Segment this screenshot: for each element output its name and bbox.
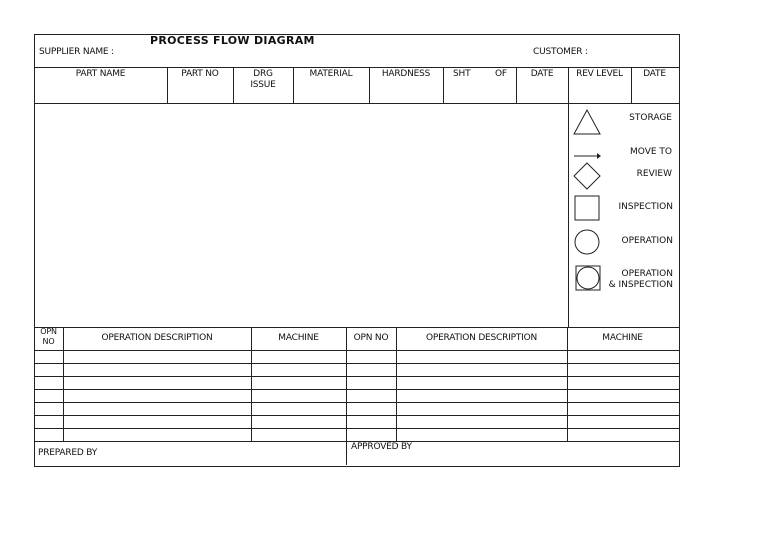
legend-op-inspection-label-line2: & INSPECTION: [608, 280, 673, 290]
op-inspection-square-icon: [576, 266, 600, 290]
opn-no-right-header: OPN NO: [353, 333, 389, 343]
divider: [251, 327, 252, 442]
table-row-line: [34, 389, 679, 390]
table-row-line: [34, 350, 679, 351]
legend-symbols: [569, 104, 678, 327]
legend-storage-label: STORAGE: [629, 113, 672, 123]
arrowhead-icon: [597, 153, 601, 159]
legend-review-label: REVIEW: [636, 169, 672, 179]
drg-issue-header: DRG: [253, 69, 273, 79]
drg-issue-header-line2: ISSUE: [250, 80, 276, 90]
form-title: PROCESS FLOW DIAGRAM: [150, 34, 315, 47]
of-header: OF: [495, 69, 507, 79]
divider: [34, 67, 679, 68]
prepared-by-label: PREPARED BY: [38, 448, 98, 458]
part-no-header: PART NO: [181, 69, 219, 79]
rev-date-header: DATE: [643, 69, 666, 79]
divider: [396, 327, 397, 442]
divider: [63, 327, 64, 442]
supplier-name-label: SUPPLIER NAME :: [39, 47, 114, 57]
table-row-line: [34, 376, 679, 377]
approved-by-label: APPROVED BY: [351, 442, 412, 452]
divider: [34, 327, 679, 328]
sht-header: SHT: [453, 69, 471, 79]
part-name-header: PART NAME: [75, 69, 126, 79]
divider: [346, 327, 347, 465]
legend-op-inspection-label: OPERATION: [621, 269, 673, 279]
op-desc-header: OPERATION DESCRIPTION: [101, 333, 213, 343]
operation-circle-icon: [575, 230, 599, 254]
machine-right-header: MACHINE: [602, 333, 643, 343]
table-row-line: [34, 402, 679, 403]
legend-operation-label: OPERATION: [621, 236, 673, 246]
table-row-line: [34, 415, 679, 416]
opn-no-header: OPN: [40, 327, 57, 336]
opn-no-header-line2: NO: [42, 337, 55, 346]
review-diamond-icon: [574, 163, 600, 189]
legend-move-to-label: MOVE TO: [630, 147, 672, 157]
table-row-line: [34, 428, 679, 429]
storage-triangle-icon: [574, 110, 600, 134]
customer-label: CUSTOMER :: [533, 47, 588, 57]
divider: [567, 327, 568, 442]
op-desc-right-header: OPERATION DESCRIPTION: [425, 333, 538, 343]
table-row-line: [34, 363, 679, 364]
inspection-square-icon: [575, 196, 599, 220]
material-header: MATERIAL: [309, 69, 353, 79]
date-header: DATE: [530, 69, 554, 79]
legend-inspection-label: INSPECTION: [618, 202, 673, 212]
op-inspection-circle-icon: [577, 267, 599, 289]
divider: [443, 67, 444, 103]
diagram-area: [35, 104, 568, 327]
rev-level-header: REV LEVEL: [576, 69, 623, 79]
hardness-header: HARDNESS: [381, 69, 431, 79]
machine-header: MACHINE: [278, 333, 319, 343]
